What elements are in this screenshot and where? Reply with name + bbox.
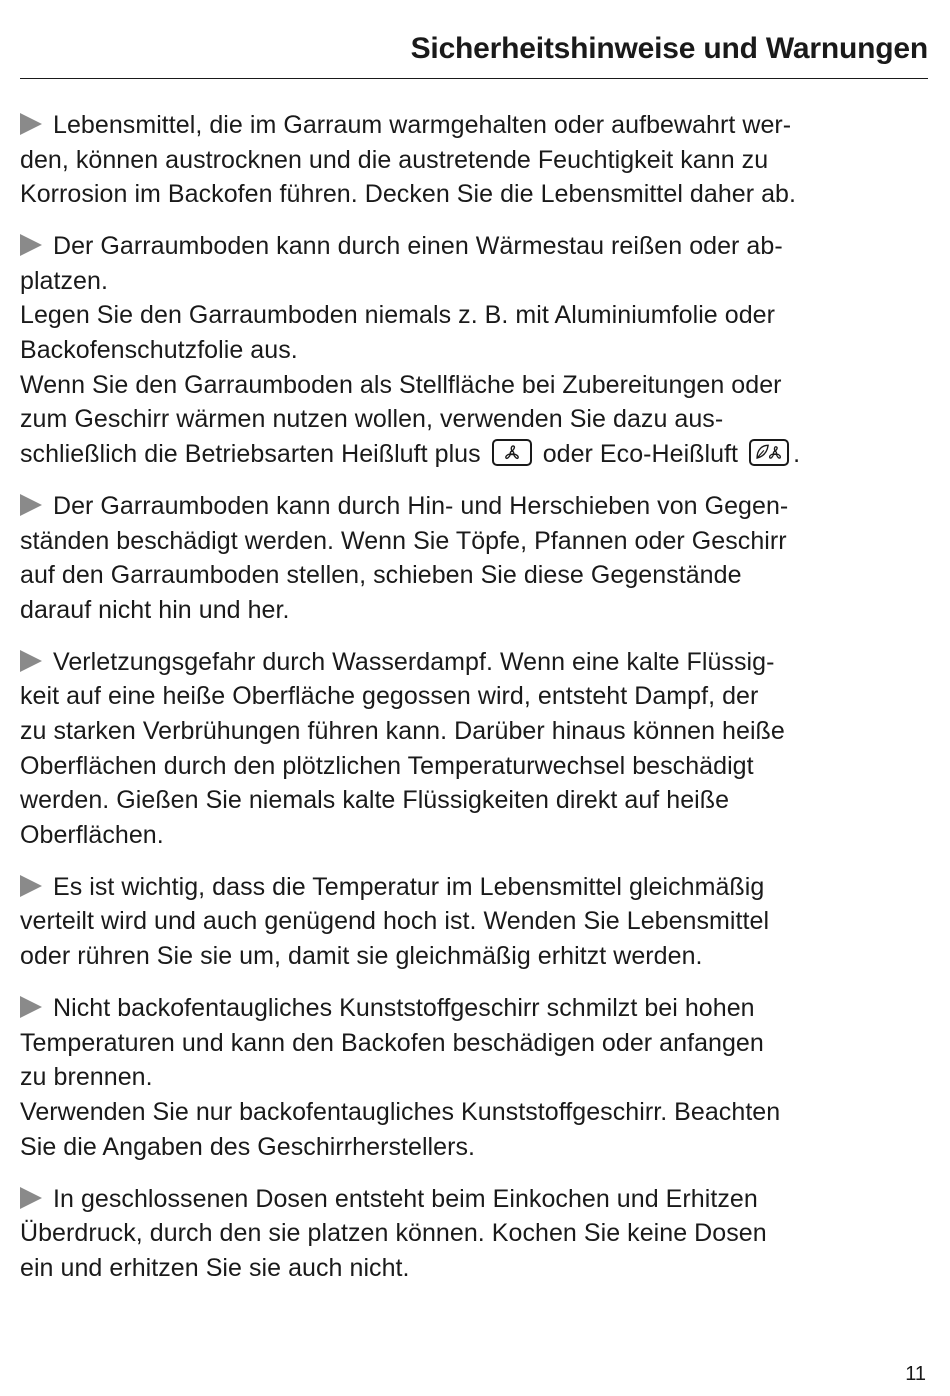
text-line: schließlich die Betriebsarten Heißluft plus oder Eco-Heißluft . [20,439,801,468]
text-line: zum Geschirr wärmen nutzen wollen, verwenden Sie dazu aus- [20,405,724,434]
page-number: 11 [905,1363,926,1385]
text-line: Der Garraumboden kann durch einen Wärmestau reißen oder ab- [20,229,928,264]
text-line: Lebensmittel, die im Garraum warmgehalten oder aufbewahrt wer- [20,108,928,143]
document-body [20,108,928,1303]
warning-paragraph [20,489,928,627]
eco-fan-icon [749,439,789,466]
bullet-triangle-icon [20,234,42,256]
text-line: werden. Gießen Sie niemals kalte Flüssigkeiten direkt auf heiße [20,786,730,815]
bullet-triangle-icon [20,113,42,135]
text-line: Wenn Sie den Garraumboden als Stellfläche bei Zubereitungen oder [20,370,782,399]
text-line: Verletzungsgefahr durch Wasserdampf. Wenn eine kalte Flüssig- [20,645,928,680]
bullet-triangle-icon [20,650,42,672]
warning-paragraph [20,1182,928,1286]
text-line: zu starken Verbrühungen führen kann. Darüber hinaus können heiße [20,717,785,745]
warning-paragraph [20,870,928,974]
fan-icon [492,439,532,466]
text-line: Temperaturen und kann den Backofen beschädigen oder anfangen [20,1028,764,1057]
text-line: ständen beschädigt werden. Wenn Sie Töpfe, Pfannen oder Geschirr [20,526,787,555]
text-line: zu brennen. [20,1063,153,1092]
text-line: oder rühren Sie sie um, damit sie gleichmäßig erhitzt werden. [20,942,703,971]
text-line: keit auf eine heiße Oberfläche gegossen wird, entsteht Dampf, der [20,682,759,711]
text-line: Nicht backofentaugliches Kunststoffgeschirr schmilzt bei hohen [20,991,928,1026]
text-line: In geschlossenen Dosen entsteht beim Einkochen und Erhitzen [20,1182,928,1217]
text-line: Überdruck, durch den sie platzen können. Kochen Sie keine Dosen [20,1219,767,1248]
warning-paragraph [20,645,928,853]
warning-paragraph [20,991,928,1164]
text-line: Der Garraumboden kann durch Hin- und Herschieben von Gegen- [20,489,928,524]
page-title: Sicherheitshinweise und Warnungen [410,32,928,65]
text-line: platzen. [20,266,108,295]
text-line: Backofenschutzfolie aus. [20,336,298,365]
text-line: auf den Garraumboden stellen, schieben Sie diese Gegenstände [20,561,742,590]
bullet-triangle-icon [20,875,42,897]
warning-paragraph [20,229,928,471]
text-line: Verwenden Sie nur backofentaugliches Kunststoffgeschirr. Beachten [20,1097,781,1126]
text-line: Korrosion im Backofen führen. Decken Sie die Lebensmittel daher ab. [20,180,797,209]
page-header [20,30,928,79]
warning-paragraph [20,108,928,212]
text-line: ein und erhitzen Sie sie auch nicht. [20,1253,410,1282]
text-line: Oberflächen. [20,820,164,849]
bullet-triangle-icon [20,996,42,1018]
text-line: Es ist wichtig, dass die Temperatur im Lebensmittel gleichmäßig [20,870,928,905]
text-line: Legen Sie den Garraumboden niemals z. B. mit Aluminiumfolie oder [20,301,775,330]
bullet-triangle-icon [20,1187,42,1209]
text-line: Sie die Angaben des Geschirrherstellers. [20,1132,476,1161]
text-line: verteilt wird und auch genügend hoch ist. Wenden Sie Lebensmittel [20,907,770,936]
text-line: darauf nicht hin und her. [20,595,290,624]
bullet-triangle-icon [20,494,42,516]
text-line: den, können austrocknen und die austretende Feuchtigkeit kann zu [20,145,769,174]
text-line: Oberflächen durch den plötzlichen Temperaturwechsel beschädigt [20,751,754,780]
